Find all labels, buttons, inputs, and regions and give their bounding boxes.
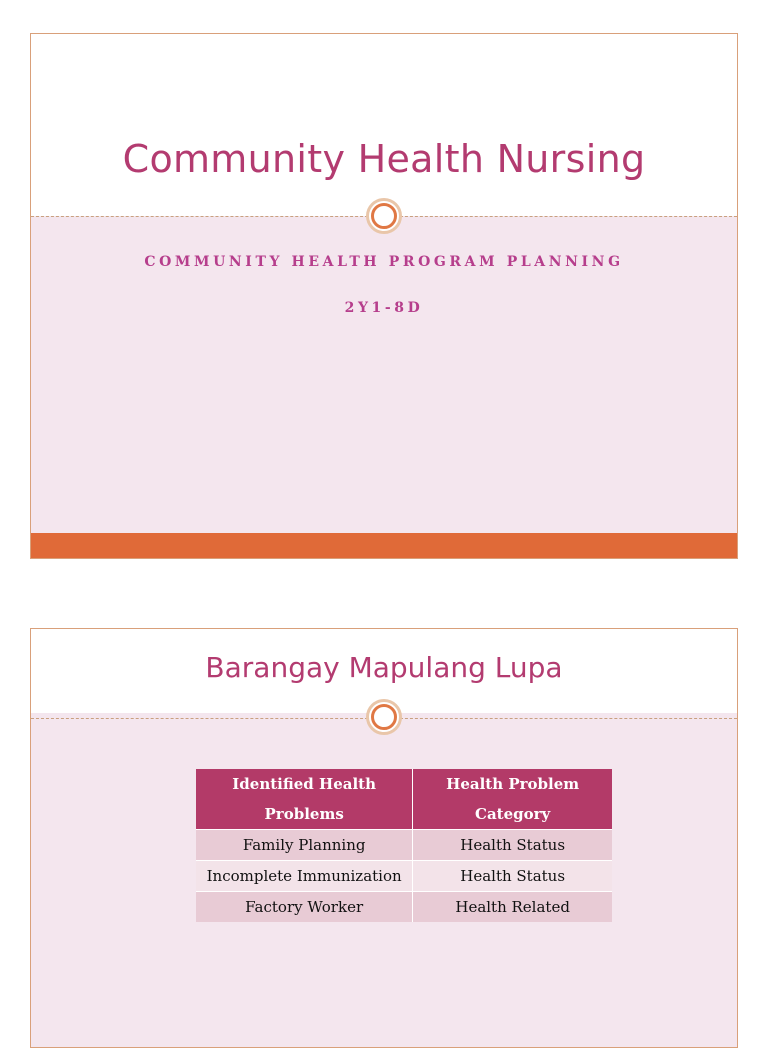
ring-ornament-icon [366, 699, 402, 735]
slide-title: Community Health Nursing [122, 137, 646, 181]
table-cell: Health Status [413, 861, 612, 892]
table-row [196, 830, 612, 861]
table-header-row [196, 769, 612, 830]
column-header: Identified Health Problems [196, 769, 413, 830]
table-cell: Factory Worker [196, 892, 413, 923]
ring-ornament-icon [366, 198, 402, 234]
column-header: Health Problem Category [413, 769, 612, 830]
table-row [196, 892, 612, 923]
table-cell: Incomplete Immunization [196, 861, 413, 892]
table-cell: Health Status [413, 830, 612, 861]
section-code: 2Y1-8D [344, 300, 424, 316]
accent-bar [31, 533, 737, 558]
table-cell: Health Related [413, 892, 612, 923]
content-slide [30, 628, 738, 1048]
table-row [196, 861, 612, 892]
slide-title: Barangay Mapulang Lupa [205, 651, 563, 684]
title-slide [30, 33, 738, 559]
title-area [31, 34, 737, 216]
health-problems-table [196, 769, 612, 922]
slide-subtitle: COMMUNITY HEALTH PROGRAM PLANNING [144, 254, 624, 270]
table-cell: Family Planning [196, 830, 413, 861]
